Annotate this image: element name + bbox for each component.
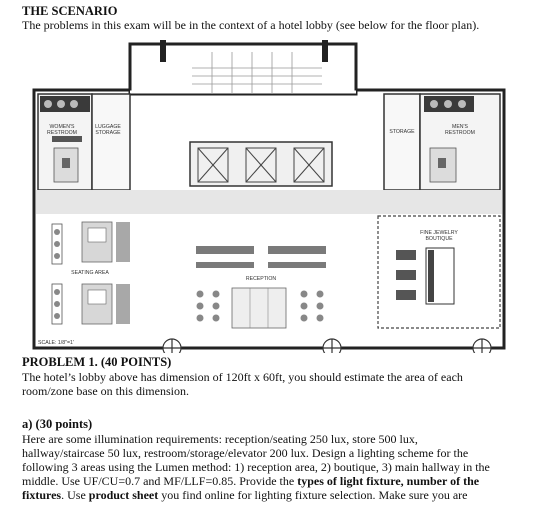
part-a-line4-text: middle. Use UF/CU=0.7 and MF/LLF=0.85. Provide the <box>22 474 298 488</box>
part-a-fixtures-bold: fixtures <box>22 488 62 502</box>
part-a-line5-mid: . Use <box>61 488 89 502</box>
label-storage: STORAGE <box>389 129 415 135</box>
problem1-line2: room/zone base on this dimension. <box>22 384 189 398</box>
part-a-line1: Here are some illumination requirements: reception/seating 250 lux, store 500 lux, <box>22 432 418 446</box>
part-a-line2: hallway/staircase 50 lux, restroom/storage/elevator 200 lux. Design a lighting scheme for the <box>22 446 469 460</box>
floor-plan <box>22 38 510 353</box>
luggage-storage <box>92 94 130 190</box>
scenario-heading: THE SCENARIO <box>22 4 118 18</box>
main-hallway <box>36 190 502 214</box>
scenario-intro: The problems in this exam will be in the context of a hotel lobby (see below for the floor plan). <box>22 18 480 32</box>
label-fine-jewelry: FINE JEWELRY <box>420 230 458 236</box>
label-mens: MEN'S <box>452 124 468 130</box>
label-luggage-storage: STORAGE <box>95 130 121 136</box>
label-reception: RECEPTION <box>245 276 277 282</box>
part-a-line3: following 3 areas using the Lumen method: 1) reception area, 2) boutique, 3) main hallway in the <box>22 460 490 474</box>
part-a-line5 <box>22 488 522 503</box>
label-womens: WOMEN'S <box>49 124 75 130</box>
label-boutique: BOUTIQUE <box>425 236 453 242</box>
problem1-heading: PROBLEM 1. (40 POINTS) <box>22 355 172 369</box>
label-seating-area: SEATING AREA <box>71 270 109 276</box>
elevator-core <box>190 142 332 186</box>
storage-room <box>384 94 420 190</box>
part-a-line4 <box>22 474 522 489</box>
label-luggage: LUGGAGE <box>95 124 121 130</box>
part-a-product-sheet-bold: product sheet <box>88 488 159 502</box>
label-scale: SCALE: 1/8"=1' <box>38 340 74 346</box>
label-womens-restroom: RESTROOM <box>47 130 77 136</box>
problem1-line1: The hotel’s lobby above has dimension of 120ft x 60ft, you should estimate the area of each <box>22 370 463 384</box>
label-mens-restroom: RESTROOM <box>445 130 475 136</box>
part-a-line4-bold: types of light fixture, number of the <box>297 474 480 488</box>
part-a-line5-post: you find online for lighting fixture selection. Make sure you are <box>158 488 468 502</box>
part-a-heading: a) (30 points) <box>22 417 93 431</box>
